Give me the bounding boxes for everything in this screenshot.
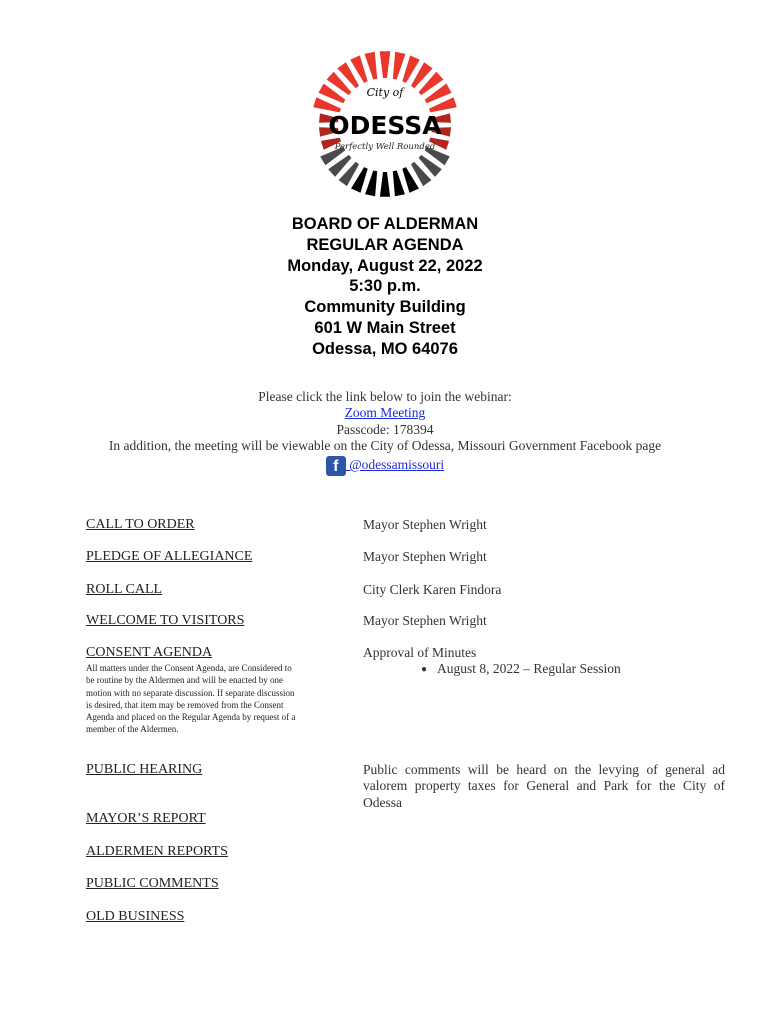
bullet-text: August 8, 2022 – Regular Session bbox=[437, 661, 621, 676]
header-line: Monday, August 22, 2022 bbox=[287, 256, 483, 275]
mayors-report-title: MAYOR’S REPORT bbox=[86, 811, 206, 826]
facebook-note: In addition, the meeting will be viewable on the City of Odessa, Missouri Government Facebook page bbox=[108, 437, 662, 453]
logo-ray bbox=[380, 172, 390, 197]
city-of-odessa-logo bbox=[310, 50, 460, 200]
logo-ray bbox=[365, 171, 377, 197]
public-comments-title: PUBLIC COMMENTS bbox=[86, 876, 219, 891]
welcome-title: WELCOME TO VISITORS bbox=[86, 613, 245, 628]
public-hearing-title: PUBLIC HEARING bbox=[86, 762, 203, 777]
consent-agenda-note: All matters under the Consent Agenda, are Considered to be routine by the Aldermen and will be enacted by one motion with no separate discussion. If separate discussion is desired, that item may be removed from the Consent Agenda and placed on the Regular Agenda by request of a member of the Aldermen. bbox=[86, 663, 296, 735]
logo-odessa-text: ODESSA bbox=[328, 111, 442, 140]
header-line: Odessa, MO 64076 bbox=[312, 339, 458, 358]
welcome-presenter: Mayor Stephen Wright bbox=[363, 613, 487, 628]
pledge-presenter: Mayor Stephen Wright bbox=[363, 549, 487, 564]
old-business-title: OLD BUSINESS bbox=[86, 909, 185, 924]
passcode-text: Passcode: 178394 bbox=[336, 421, 434, 437]
consent-agenda-title: CONSENT AGENDA bbox=[86, 645, 213, 660]
meeting-header bbox=[0, 214, 770, 360]
webinar-intro: Please click the link below to join the webinar: bbox=[258, 389, 512, 404]
aldermen-reports-title: ALDERMEN REPORTS bbox=[86, 844, 228, 859]
consent-agenda-detail: Approval of Minutes bbox=[363, 645, 477, 660]
webinar-info bbox=[0, 389, 770, 454]
call-to-order-presenter: Mayor Stephen Wright bbox=[363, 517, 487, 532]
call-to-order-title: CALL TO ORDER bbox=[86, 517, 195, 532]
header-line: BOARD OF ALDERMAN bbox=[291, 215, 479, 233]
roll-call-presenter: City Clerk Karen Findora bbox=[363, 582, 502, 597]
header-line: 5:30 p.m. bbox=[349, 277, 421, 296]
facebook-handle-link[interactable]: @odessamissouri bbox=[345, 457, 445, 472]
roll-call-title: ROLL CALL bbox=[86, 582, 163, 597]
header-line: 601 W Main Street bbox=[314, 318, 456, 337]
logo-ray bbox=[393, 171, 405, 197]
pledge-title: PLEDGE OF ALLEGIANCE bbox=[86, 549, 253, 564]
logo-tagline-text: Perfectly Well Rounded bbox=[334, 142, 436, 152]
facebook-row bbox=[0, 456, 770, 476]
logo-ray bbox=[393, 52, 406, 80]
public-hearing-description: Public comments will be heard on the levying of general ad valorem property taxes for General and Park for the City of Odessa bbox=[363, 762, 725, 810]
logo-ray bbox=[380, 51, 391, 78]
consent-agenda-bullet bbox=[421, 661, 621, 677]
header-line: Community Building bbox=[304, 298, 466, 317]
header-line: REGULAR AGENDA bbox=[306, 235, 464, 254]
bullet-icon: ● bbox=[421, 664, 428, 675]
facebook-icon[interactable]: f bbox=[326, 456, 346, 476]
logo-ray bbox=[365, 52, 378, 80]
zoom-meeting-link[interactable]: Zoom Meeting bbox=[344, 405, 426, 421]
logo-city-of-text: City of bbox=[366, 86, 404, 99]
